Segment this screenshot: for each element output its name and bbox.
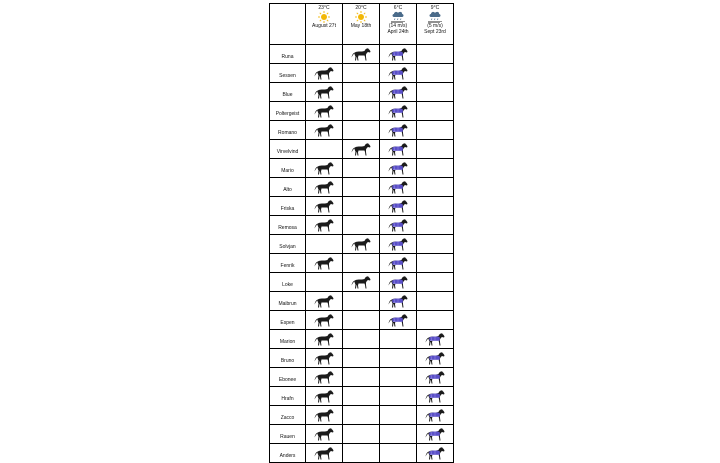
- condition-cell: [306, 235, 343, 254]
- condition-cell: [306, 254, 343, 273]
- horse-name-cell: [270, 140, 306, 159]
- horse-icon: [314, 295, 334, 308]
- blanketed-horse-icon: [388, 200, 408, 213]
- blanketed-horse-icon: [388, 86, 408, 99]
- condition-cell: [417, 406, 454, 425]
- horse-name-cell: [270, 45, 306, 64]
- condition-cell: [380, 121, 417, 140]
- horse-name: Solvjan: [279, 244, 296, 250]
- horse-icon: [314, 409, 334, 422]
- blanketed-horse-icon: [388, 257, 408, 270]
- table-row: [270, 254, 454, 273]
- condition-cell: [306, 444, 343, 463]
- condition-cell: [417, 368, 454, 387]
- condition-cell: [380, 197, 417, 216]
- blanketed-horse-icon: [388, 181, 408, 194]
- horse-name: Ebonee: [278, 377, 297, 383]
- horse-name: Espen: [280, 320, 295, 326]
- condition-cell: [306, 349, 343, 368]
- condition-cell: [306, 292, 343, 311]
- condition-cell: [380, 45, 417, 64]
- blanketed-horse-icon: [425, 428, 445, 441]
- horse-name-cell: [270, 254, 306, 273]
- condition-cell: [380, 159, 417, 178]
- condition-cell: [306, 83, 343, 102]
- horse-icon: [314, 371, 334, 384]
- condition-header: [380, 4, 417, 45]
- horse-name-cell: [270, 197, 306, 216]
- horse-icon: [314, 428, 334, 441]
- condition-cell: [417, 330, 454, 349]
- horse-name: Virvelvind: [276, 149, 299, 155]
- table-row: [270, 45, 454, 64]
- horse-name-cell: [270, 102, 306, 121]
- blanketed-horse-icon: [425, 447, 445, 460]
- horse-name: Mario: [281, 168, 294, 174]
- horse-icon: [314, 352, 334, 365]
- horse-name-cell: [270, 235, 306, 254]
- condition-temperature: 20°C: [355, 5, 367, 11]
- table-row: [270, 406, 454, 425]
- horse-icon: [314, 200, 334, 213]
- horse-name: Romano: [278, 130, 297, 136]
- condition-cell: [380, 349, 417, 368]
- condition-cell: [343, 235, 380, 254]
- condition-cell: [343, 197, 380, 216]
- condition-cell: [380, 216, 417, 235]
- condition-cell: [343, 140, 380, 159]
- horse-name: Sessen: [279, 73, 296, 79]
- table-row: [270, 235, 454, 254]
- horse-name-cell: [270, 330, 306, 349]
- condition-date: April 24th: [387, 29, 409, 35]
- horse-icon: [314, 124, 334, 137]
- condition-cell: [343, 102, 380, 121]
- table-row: [270, 425, 454, 444]
- condition-cell: [343, 216, 380, 235]
- horse-name: Rauen: [280, 434, 295, 440]
- blanketed-horse-icon: [425, 352, 445, 365]
- horse-name: Alto: [283, 187, 292, 193]
- horse-icon: [314, 162, 334, 175]
- condition-cell: [380, 311, 417, 330]
- horse-name-cell: [270, 368, 306, 387]
- condition-header: [417, 4, 454, 45]
- table-row: [270, 349, 454, 368]
- condition-cell: [343, 330, 380, 349]
- condition-date: Sept 23rd: [424, 29, 446, 35]
- horse-name: Runa: [281, 54, 294, 60]
- blanketed-horse-icon: [388, 105, 408, 118]
- horse-icon: [314, 67, 334, 80]
- condition-cell: [380, 444, 417, 463]
- blanketed-horse-icon: [425, 371, 445, 384]
- condition-temperature: 9°C: [430, 5, 440, 11]
- horse-name-cell: [270, 178, 306, 197]
- footer-watermark: [268, 397, 454, 405]
- condition-cell: [417, 45, 454, 64]
- condition-header: [306, 4, 343, 45]
- condition-header: [343, 4, 380, 45]
- condition-cell: [306, 102, 343, 121]
- condition-cell: [380, 140, 417, 159]
- horse-icon: [314, 447, 334, 460]
- blanketed-horse-icon: [388, 219, 408, 232]
- horse-icon: [351, 48, 371, 61]
- blanketed-horse-icon: [388, 143, 408, 156]
- horse-icon: [351, 238, 371, 251]
- table-row: [270, 216, 454, 235]
- condition-cell: [343, 444, 380, 463]
- blanketed-horse-icon: [388, 67, 408, 80]
- condition-cell: [343, 292, 380, 311]
- condition-cell: [306, 140, 343, 159]
- condition-cell: [380, 178, 417, 197]
- condition-cell: [343, 83, 380, 102]
- condition-cell: [306, 197, 343, 216]
- condition-temperature: 6°C: [393, 5, 403, 11]
- condition-cell: [380, 235, 417, 254]
- horse-name-cell: [270, 311, 306, 330]
- blanketed-horse-icon: [388, 276, 408, 289]
- horse-icon: [314, 105, 334, 118]
- horse-name-cell: [270, 444, 306, 463]
- condition-cell: [417, 102, 454, 121]
- condition-cell: [306, 64, 343, 83]
- condition-cell: [417, 197, 454, 216]
- condition-note: (5 m/s): [427, 23, 443, 29]
- horse-weather-sheet: [269, 3, 453, 459]
- condition-cell: [417, 235, 454, 254]
- horse-icon: [314, 86, 334, 99]
- condition-cell: [417, 311, 454, 330]
- horse-name: Fenrik: [280, 263, 295, 269]
- condition-cell: [417, 273, 454, 292]
- condition-cell: [306, 425, 343, 444]
- table-row: [270, 178, 454, 197]
- condition-cell: [343, 273, 380, 292]
- horse-name-cell: [270, 406, 306, 425]
- blanketed-horse-icon: [388, 162, 408, 175]
- table-row: [270, 121, 454, 140]
- condition-cell: [380, 406, 417, 425]
- condition-cell: [306, 330, 343, 349]
- table-row: [270, 197, 454, 216]
- condition-cell: [380, 273, 417, 292]
- condition-cell: [343, 45, 380, 64]
- condition-cell: [417, 83, 454, 102]
- condition-cell: [343, 254, 380, 273]
- condition-cell: [380, 83, 417, 102]
- condition-cell: [306, 178, 343, 197]
- condition-cell: [417, 349, 454, 368]
- condition-cell: [417, 425, 454, 444]
- horse-name: Poltergeist: [275, 111, 300, 117]
- horse-name: Bruno: [280, 358, 295, 364]
- condition-cell: [417, 178, 454, 197]
- horse-icon: [314, 314, 334, 327]
- horse-name-cell: [270, 292, 306, 311]
- condition-cell: [306, 406, 343, 425]
- table-row: [270, 83, 454, 102]
- horse-name-cell: [270, 64, 306, 83]
- horse-name-cell: [270, 159, 306, 178]
- blanketed-horse-icon: [388, 238, 408, 251]
- wind-rain-icon: [426, 11, 444, 23]
- condition-cell: [306, 45, 343, 64]
- horse-name: Friska: [280, 206, 295, 212]
- condition-cell: [343, 349, 380, 368]
- condition-cell: [343, 311, 380, 330]
- condition-cell: [380, 102, 417, 121]
- header-row: [270, 4, 454, 45]
- horse-name-cell: [270, 83, 306, 102]
- wind-rain-icon: [389, 11, 407, 23]
- table-row: [270, 140, 454, 159]
- sun-icon: [352, 11, 370, 23]
- horse-name-cell: [270, 273, 306, 292]
- condition-cell: [417, 64, 454, 83]
- sun-icon: [315, 11, 333, 23]
- condition-cell: [343, 121, 380, 140]
- blanketed-horse-icon: [388, 295, 408, 308]
- horse-name-cell: [270, 121, 306, 140]
- condition-cell: [343, 425, 380, 444]
- horse-name: Maibrun: [278, 301, 297, 307]
- condition-cell: [417, 254, 454, 273]
- horse-name: Blue: [282, 92, 293, 98]
- condition-cell: [380, 368, 417, 387]
- blanketed-horse-icon: [425, 409, 445, 422]
- table-row: [270, 311, 454, 330]
- horse-name: Loke: [282, 282, 293, 288]
- blanketed-horse-icon: [388, 124, 408, 137]
- condition-cell: [380, 425, 417, 444]
- horse-name: Marion: [279, 339, 296, 345]
- horse-name-cell: [270, 425, 306, 444]
- table-row: [270, 159, 454, 178]
- corner-cell: [270, 4, 306, 45]
- table-row: [270, 330, 454, 349]
- horse-icon: [314, 333, 334, 346]
- condition-cell: [380, 330, 417, 349]
- horse-icon: [314, 257, 334, 270]
- condition-cell: [380, 254, 417, 273]
- condition-cell: [306, 216, 343, 235]
- condition-cell: [343, 159, 380, 178]
- horse-name: Zacco: [280, 415, 295, 421]
- condition-date: May 18th: [350, 23, 372, 29]
- condition-cell: [417, 159, 454, 178]
- horse-icon: [351, 143, 371, 156]
- condition-note: (14 m/s): [388, 23, 408, 29]
- horse-name-cell: [270, 216, 306, 235]
- table-row: [270, 64, 454, 83]
- condition-cell: [343, 406, 380, 425]
- horse-icon: [314, 219, 334, 232]
- table-row: [270, 292, 454, 311]
- horse-name-cell: [270, 349, 306, 368]
- condition-cell: [417, 121, 454, 140]
- horse-name: Hrafn: [281, 396, 294, 402]
- condition-cell: [380, 64, 417, 83]
- condition-cell: [306, 273, 343, 292]
- condition-cell: [306, 159, 343, 178]
- condition-cell: [306, 311, 343, 330]
- condition-cell: [306, 121, 343, 140]
- horse-icon: [351, 276, 371, 289]
- condition-cell: [343, 178, 380, 197]
- horse-icon: [314, 181, 334, 194]
- condition-cell: [306, 368, 343, 387]
- condition-cell: [380, 292, 417, 311]
- table-row: [270, 444, 454, 463]
- blanketed-horse-icon: [388, 314, 408, 327]
- condition-cell: [417, 292, 454, 311]
- condition-date: August 27t: [312, 23, 336, 29]
- condition-cell: [343, 368, 380, 387]
- table-row: [270, 368, 454, 387]
- condition-cell: [417, 216, 454, 235]
- table-row: [270, 102, 454, 121]
- blanketed-horse-icon: [388, 48, 408, 61]
- blanketed-horse-icon: [425, 333, 445, 346]
- condition-cell: [343, 64, 380, 83]
- condition-temperature: 23°C: [318, 5, 330, 11]
- condition-cell: [417, 140, 454, 159]
- horse-table: [269, 3, 454, 463]
- table-row: [270, 273, 454, 292]
- horse-name: Remosa: [278, 225, 297, 231]
- horse-name: Anders: [279, 453, 296, 459]
- condition-cell: [417, 444, 454, 463]
